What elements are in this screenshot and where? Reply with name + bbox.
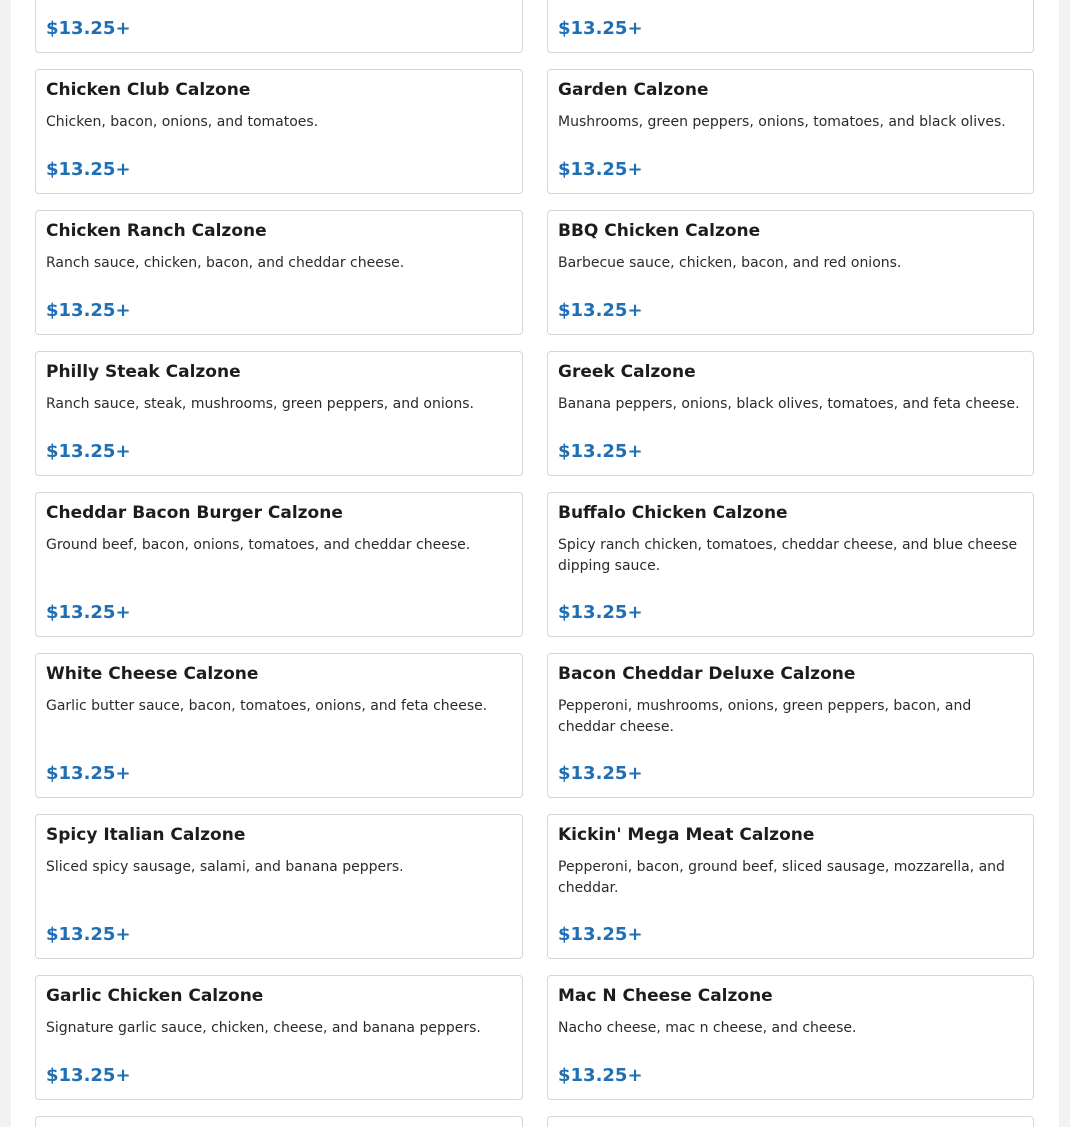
menu-page bbox=[11, 0, 1059, 1127]
menu-item-card[interactable] bbox=[547, 814, 1034, 959]
item-price: $13.25+ bbox=[558, 441, 643, 462]
menu-item-card[interactable] bbox=[547, 351, 1034, 476]
item-price: $13.25+ bbox=[46, 763, 131, 784]
menu-item-card[interactable] bbox=[547, 1116, 1034, 1127]
item-description: Banana peppers, onions, black olives, tomatoes, and feta cheese. bbox=[558, 396, 1020, 412]
item-name: Garlic Chicken Calzone bbox=[46, 986, 264, 1006]
item-name: Greek Calzone bbox=[558, 362, 696, 382]
menu-item-card[interactable] bbox=[35, 351, 523, 476]
menu-item-card[interactable] bbox=[35, 975, 523, 1100]
item-price: $13.25+ bbox=[46, 441, 131, 462]
menu-item-card[interactable] bbox=[547, 210, 1034, 335]
item-description: Signature garlic sauce, chicken, cheese, and banana peppers. bbox=[46, 1020, 481, 1036]
item-price: $13.25+ bbox=[558, 924, 643, 945]
item-price: $13.25+ bbox=[558, 300, 643, 321]
menu-item-card[interactable] bbox=[547, 975, 1034, 1100]
item-description: Nacho cheese, mac n cheese, and cheese. bbox=[558, 1020, 857, 1036]
menu-item-grid bbox=[35, 0, 1034, 1127]
menu-item-card[interactable] bbox=[35, 0, 523, 53]
item-description: Pepperoni, mushrooms, onions, green peppers, bacon, and cheddar cheese. bbox=[558, 698, 972, 735]
item-description: Mushrooms, green peppers, onions, tomatoes, and black olives. bbox=[558, 114, 1006, 130]
item-description: Sliced spicy sausage, salami, and banana peppers. bbox=[46, 859, 404, 875]
item-description: Barbecue sauce, chicken, bacon, and red onions. bbox=[558, 255, 902, 271]
item-name: Bacon Cheddar Deluxe Calzone bbox=[558, 664, 856, 684]
item-name: White Cheese Calzone bbox=[46, 664, 259, 684]
item-description: Ground beef, bacon, onions, tomatoes, and cheddar cheese. bbox=[46, 537, 471, 553]
menu-item-card[interactable] bbox=[35, 1116, 523, 1127]
menu-item-card[interactable] bbox=[547, 653, 1034, 798]
item-name: Garden Calzone bbox=[558, 80, 709, 100]
menu-item-card[interactable] bbox=[547, 69, 1034, 194]
menu-item-card[interactable] bbox=[547, 492, 1034, 637]
item-description: Spicy ranch chicken, tomatoes, cheddar cheese, and blue cheese dipping sauce. bbox=[558, 537, 1018, 574]
item-description: Ranch sauce, chicken, bacon, and cheddar cheese. bbox=[46, 255, 405, 271]
item-description: Garlic butter sauce, bacon, tomatoes, onions, and feta cheese. bbox=[46, 698, 488, 714]
item-name: Kickin' Mega Meat Calzone bbox=[558, 825, 815, 845]
menu-item-card[interactable] bbox=[35, 210, 523, 335]
menu-item-card[interactable] bbox=[35, 492, 523, 637]
item-price: $13.25+ bbox=[558, 602, 643, 623]
item-price: $13.25+ bbox=[558, 159, 643, 180]
item-price: $13.25+ bbox=[46, 1065, 131, 1086]
item-name: Mac N Cheese Calzone bbox=[558, 986, 773, 1006]
item-name: Philly Steak Calzone bbox=[46, 362, 241, 382]
item-name: Chicken Club Calzone bbox=[46, 80, 251, 100]
menu-item-card[interactable] bbox=[35, 69, 523, 194]
item-name: Buffalo Chicken Calzone bbox=[558, 503, 788, 523]
item-price: $13.25+ bbox=[46, 300, 131, 321]
item-price: $13.25+ bbox=[558, 763, 643, 784]
item-name: Cheddar Bacon Burger Calzone bbox=[46, 503, 343, 523]
item-name: BBQ Chicken Calzone bbox=[558, 221, 761, 241]
menu-item-card[interactable] bbox=[35, 653, 523, 798]
item-description: Pepperoni, bacon, ground beef, sliced sausage, mozzarella, and cheddar. bbox=[558, 859, 1005, 896]
item-price: $13.25+ bbox=[46, 159, 131, 180]
item-price: $13.25+ bbox=[558, 1065, 643, 1086]
menu-item-card[interactable] bbox=[35, 814, 523, 959]
item-price: $13.25+ bbox=[46, 602, 131, 623]
item-name: Chicken Ranch Calzone bbox=[46, 221, 267, 241]
item-price: $13.25+ bbox=[46, 924, 131, 945]
item-name: Spicy Italian Calzone bbox=[46, 825, 246, 845]
item-description: Chicken, bacon, onions, and tomatoes. bbox=[46, 114, 319, 130]
item-description: Ranch sauce, steak, mushrooms, green peppers, and onions. bbox=[46, 396, 474, 412]
menu-item-card[interactable] bbox=[547, 0, 1034, 53]
item-price: $13.25+ bbox=[558, 18, 643, 39]
item-price: $13.25+ bbox=[46, 18, 131, 39]
